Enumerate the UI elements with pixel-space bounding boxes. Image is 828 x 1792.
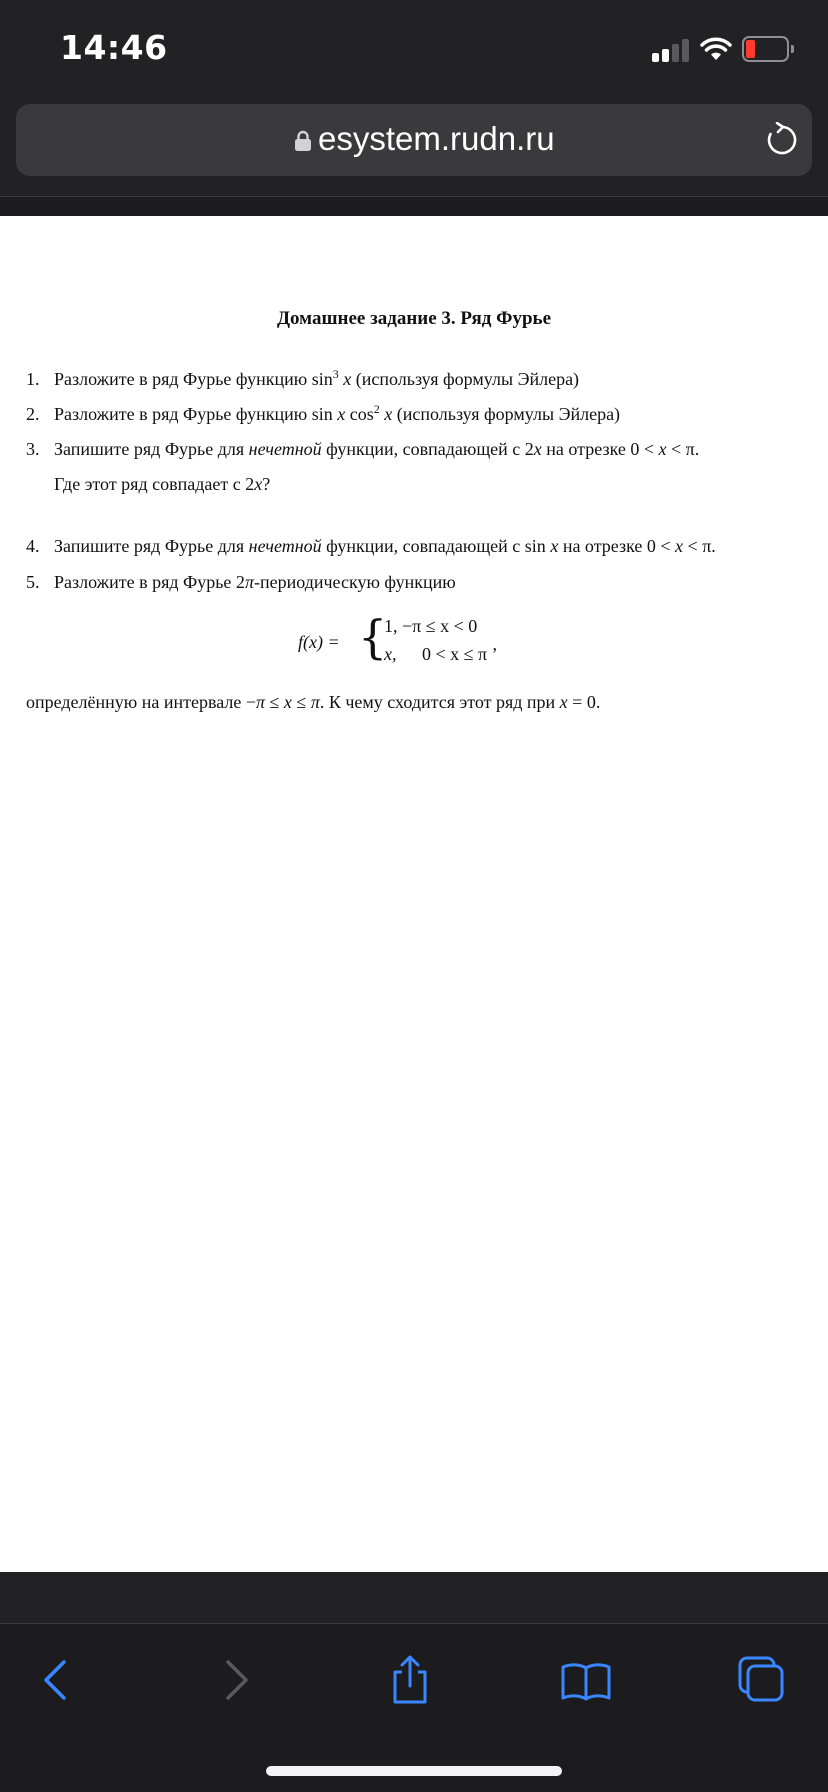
url-text[interactable]: esystem.rudn.ru [318, 120, 555, 157]
task-text: Разложите в ряд Фурье функцию sin [54, 369, 333, 389]
task-text-end: -периодическую функцию [253, 572, 456, 592]
task-text-mid: функции, совпадающей с 2 [321, 439, 534, 459]
status-time: 14:46 [60, 28, 168, 67]
task-variable: x [550, 536, 559, 556]
closing-pi-2: π [310, 692, 320, 712]
task-variable-2: x [379, 404, 393, 424]
share-icon[interactable] [382, 1654, 438, 1706]
wifi-icon [700, 36, 732, 62]
task-variable: x [533, 439, 542, 459]
address-bar[interactable] [16, 104, 812, 176]
task-item-5 [26, 572, 456, 593]
task-item-3-continuation [54, 474, 270, 495]
task-superscript: 2 [373, 402, 380, 416]
closing-pi: π [256, 692, 266, 712]
piecewise-formula [298, 610, 558, 676]
browser-address-area [0, 96, 828, 197]
task-number: 4. [26, 536, 40, 556]
cellular-signal-icon [652, 38, 690, 62]
formula-lhs: f(x) = [298, 632, 340, 652]
task-text-post: на отрезке 0 < [558, 536, 676, 556]
task-text: Запишите ряд Фурье для [54, 536, 249, 556]
browser-toolbar [0, 1572, 828, 1792]
formula-case-2-value: x, [384, 644, 397, 664]
task-emphasis: нечетной [248, 439, 322, 459]
closing-variable-2: x [559, 692, 568, 712]
formula-case-2-condition: 0 < x ≤ π ’ [422, 644, 498, 664]
toolbar-divider-band [0, 1572, 828, 1624]
task-variable: x [254, 474, 263, 494]
task-number: 3. [26, 439, 40, 459]
battery-level-fill [746, 40, 755, 58]
task-number: 2. [26, 404, 40, 424]
bookmarks-icon[interactable] [558, 1654, 614, 1706]
task-item-1 [26, 369, 579, 390]
closing-question: . К чему сходится этот ряд при [319, 692, 560, 712]
task-text: Где этот ряд совпадает с 2 [54, 474, 255, 494]
battery-icon [742, 36, 794, 62]
closing-paragraph [26, 692, 600, 713]
task-text: Разложите в ряд Фурье функцию sin [54, 404, 338, 424]
task-item-4 [26, 536, 716, 557]
formula-case-1: 1, −π ≤ x < 0 [384, 616, 478, 636]
task-text: Запишите ряд Фурье для [54, 439, 249, 459]
task-text-mid: функции, совпадающей с sin [321, 536, 551, 556]
task-text-end: (используя формулы Эйлера) [351, 369, 580, 389]
closing-text: определённую на интервале − [26, 692, 256, 712]
lock-icon [294, 130, 312, 152]
task-number: 1. [26, 369, 40, 389]
task-text-end: < π. [666, 439, 700, 459]
home-indicator[interactable] [266, 1766, 562, 1776]
document-title: Домашнее задание 3. Ряд Фурье [276, 308, 552, 329]
task-variable-2: x [675, 536, 684, 556]
status-bar [0, 0, 828, 96]
forward-icon[interactable] [208, 1654, 264, 1706]
task-text-end: (используя формулы Эйлера) [392, 404, 621, 424]
closing-sym: ≤ [265, 692, 284, 712]
task-text: Разложите в ряд Фурье 2 [54, 572, 245, 592]
task-variable: x [338, 369, 352, 389]
task-item-3 [26, 439, 699, 460]
task-text-mid: cos [345, 404, 374, 424]
task-pi: π [244, 572, 254, 592]
formula-brace: { [358, 610, 388, 664]
document-page [0, 216, 828, 1572]
closing-end: = 0. [567, 692, 601, 712]
task-text-end: ? [262, 474, 271, 494]
reload-icon[interactable] [764, 122, 800, 158]
closing-variable: x [283, 692, 292, 712]
task-superscript: 3 [332, 367, 339, 381]
task-emphasis: нечетной [248, 536, 322, 556]
tabs-icon[interactable] [734, 1654, 790, 1706]
task-variable-2: x [658, 439, 667, 459]
task-number: 5. [26, 572, 40, 592]
back-icon[interactable] [30, 1654, 86, 1706]
task-text-end: < π. [683, 536, 716, 556]
task-item-2 [26, 404, 620, 425]
task-variable: x [337, 404, 346, 424]
closing-sym-2: ≤ [291, 692, 311, 712]
task-text-post: на отрезке 0 < [541, 439, 659, 459]
